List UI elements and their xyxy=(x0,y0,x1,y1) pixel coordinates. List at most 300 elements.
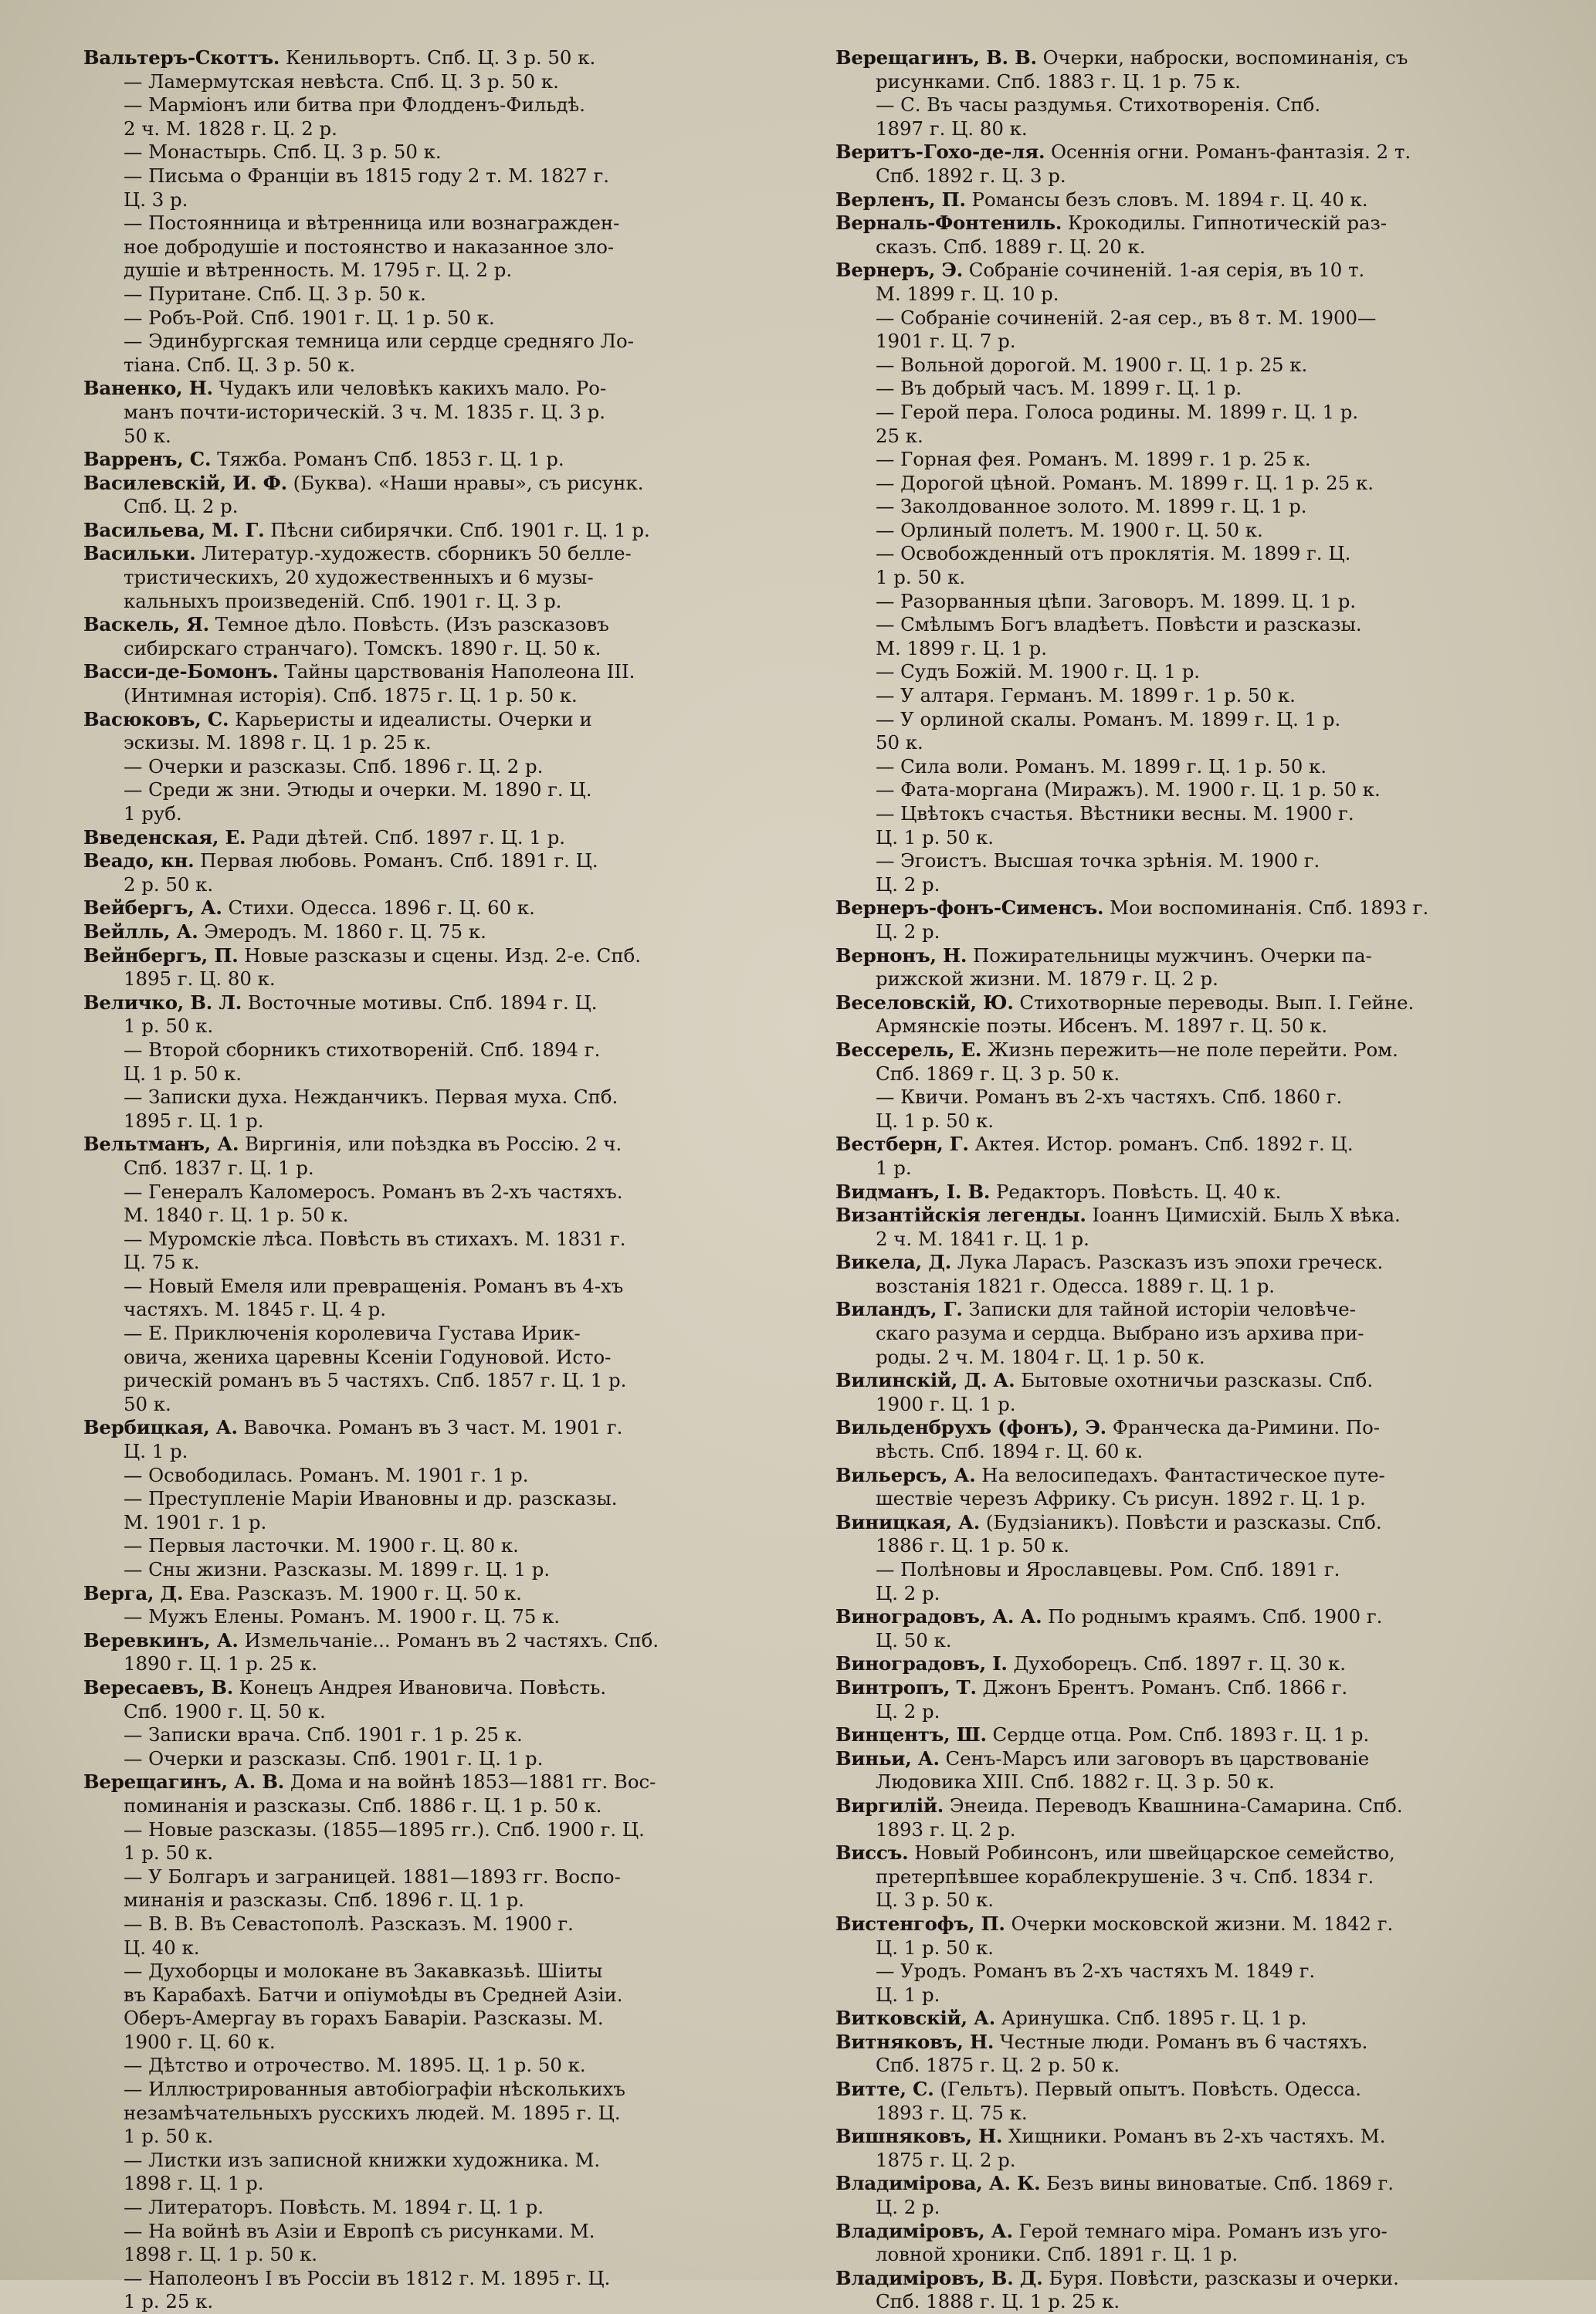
catalog-subentry xyxy=(835,660,1515,684)
author-name: Васкель, Я. xyxy=(83,613,209,636)
author-name: Витковскій, А. xyxy=(835,2007,996,2030)
catalog-entry xyxy=(83,1133,794,1180)
entry-text: сказъ. Спб. 1889 г. Ц. 20 к. xyxy=(876,235,1146,258)
entry-text: — Наполеонъ I въ Россіи въ 1812 г. М. 1895 г. Ц. xyxy=(124,2266,611,2289)
author-name: Веревкинъ, А. xyxy=(83,1628,239,1652)
entry-line xyxy=(83,2149,794,2173)
entry-line xyxy=(83,1204,794,1228)
catalog-subentry xyxy=(835,377,1515,401)
entry-text: 1895 г. Ц. 80 к. xyxy=(124,967,276,991)
entry-line xyxy=(835,70,1515,94)
entry-line xyxy=(835,1110,1515,1133)
entry-text: ное добродушіе и постоянство и наказанное зло- xyxy=(124,235,615,258)
author-name: Виноградовъ, І. xyxy=(835,1652,1008,1675)
entry-line xyxy=(83,1110,794,1133)
catalog-subentry xyxy=(835,519,1515,543)
entry-text: (Интимная исторія). Спб. 1875 г. Ц. 1 р. 50 к. xyxy=(124,684,578,707)
entry-text: скаго разума и сердца. Выбрано изъ архива при- xyxy=(876,1322,1364,1345)
entry-line xyxy=(835,212,1515,235)
entry-line xyxy=(83,2054,794,2078)
entry-line xyxy=(83,164,794,188)
entry-text: Духоборецъ. Спб. 1897 г. Ц. 30 к. xyxy=(1013,1652,1346,1675)
entry-text: — Разорванныя цѣпи. Заговоръ. М. 1899. Ц. 1 р. xyxy=(876,589,1357,612)
entry-line xyxy=(835,2125,1515,2149)
entry-line xyxy=(83,377,794,401)
entry-text: 50 к. xyxy=(124,424,171,447)
entry-text: Ц. 1 р. 50 к. xyxy=(876,1109,994,1132)
catalog-subentry xyxy=(83,1464,794,1488)
entry-line xyxy=(835,802,1515,826)
entry-line xyxy=(835,2267,1515,2291)
entry-line xyxy=(835,637,1515,661)
entry-text: — Заколдованное золото. М. 1899 г. Ц. 1 р. xyxy=(876,495,1307,518)
entry-line xyxy=(83,1133,794,1157)
entry-text: Ц. 2 р. xyxy=(876,1699,940,1723)
catalog-subentry xyxy=(83,164,794,212)
entry-text: Вавочка. Романъ въ 3 част. М. 1901 г. xyxy=(243,1416,623,1439)
author-name: Виландъ, Г. xyxy=(835,1298,963,1321)
entry-text: — Новые разсказы. (1855—1895 гг.). Спб. 1900 г. Ц. xyxy=(124,1818,645,1841)
entry-line xyxy=(83,2290,794,2314)
entry-line xyxy=(835,1558,1515,1582)
catalog-entry xyxy=(83,1629,794,1676)
entry-text: — Очерки и разсказы. Спб. 1896 г. Ц. 2 р. xyxy=(124,754,544,778)
entry-text: Пожирательницы мужчинъ. Очерки па- xyxy=(972,944,1372,967)
entry-line xyxy=(83,566,794,590)
entry-line xyxy=(835,377,1515,401)
catalog-subentry xyxy=(83,1723,794,1747)
entry-line xyxy=(835,425,1515,449)
entry-line xyxy=(835,1062,1515,1086)
catalog-entry xyxy=(835,1794,1515,1841)
entry-text: Спб. 1875 г. Ц. 2 р. 50 к. xyxy=(876,2054,1120,2077)
entry-line xyxy=(83,1346,794,1370)
catalog-subentry xyxy=(83,70,794,94)
entry-text: 1895 г. Ц. 1 р. xyxy=(124,1109,264,1132)
entry-line xyxy=(83,1794,794,1818)
author-name: Верещагинъ, В. В. xyxy=(835,46,1037,69)
author-name: Вессерель, Е. xyxy=(835,1038,982,1061)
entry-text: 1 р. xyxy=(876,1156,912,1179)
author-name: Викела, Д. xyxy=(835,1251,952,1274)
catalog-entry xyxy=(835,991,1515,1038)
entry-line xyxy=(835,826,1515,850)
entry-text: — На войнѣ въ Азіи и Европѣ съ рисунками. М. xyxy=(124,2219,595,2242)
entry-line xyxy=(83,991,794,1015)
catalog-subentry xyxy=(83,1228,794,1275)
catalog-subentry xyxy=(83,2054,794,2078)
entry-line xyxy=(835,283,1515,307)
author-name: Вельтманъ, А. xyxy=(83,1133,239,1156)
entry-text: Стихи. Одесса. 1896 г. Ц. 60 к. xyxy=(228,896,535,920)
author-name: Веадо, кн. xyxy=(83,849,195,872)
catalog-entry xyxy=(835,1605,1515,1652)
entry-line xyxy=(83,495,794,519)
entry-line xyxy=(83,1086,794,1110)
entry-text: Карьеристы и идеалисты. Очерки и xyxy=(235,707,592,730)
entry-line xyxy=(83,46,794,70)
entry-text: Ц. 2 р. xyxy=(876,872,940,896)
catalog-subentry xyxy=(835,354,1515,378)
author-name: Василевскій, И. Ф. xyxy=(83,471,287,494)
entry-line xyxy=(835,1015,1515,1038)
entry-line xyxy=(83,1889,794,1913)
catalog-entry xyxy=(83,826,794,850)
entry-text: роды. 2 ч. М. 1804 г. Ц. 1 р. 50 к. xyxy=(876,1345,1205,1368)
entry-line xyxy=(835,1676,1515,1700)
entry-text: овича, жениха царевны Ксеніи Годуновой. Исто- xyxy=(124,1345,612,1368)
entry-text: Спб. 1900 г. Ц. 50 к. xyxy=(124,1699,326,1723)
entry-line xyxy=(83,1936,794,1960)
catalog-subentry xyxy=(83,778,794,825)
entry-line xyxy=(835,46,1515,70)
entry-text: рисунками. Спб. 1883 г. Ц. 1 р. 75 к. xyxy=(876,69,1241,93)
author-name: Виньи, А. xyxy=(835,1747,940,1770)
catalog-subentry xyxy=(83,1322,794,1416)
entry-text: — Записки духа. Нежданчикъ. Первая муха. Спб. xyxy=(124,1086,618,1109)
entry-line xyxy=(835,1416,1515,1440)
entry-line xyxy=(83,684,794,708)
catalog-entry xyxy=(835,1652,1515,1676)
entry-text: М. 1899 г. Ц. 10 р. xyxy=(876,282,1059,305)
entry-text: въ Карабахѣ. Батчи и опіумоѣды въ Средней Азіи. xyxy=(124,1983,623,2006)
entry-text: — Смѣлымъ Богъ владѣетъ. Повѣсти и разсказы. xyxy=(876,613,1362,636)
catalog-subentry xyxy=(83,93,794,141)
entry-text: — Въ добрый часъ. М. 1899 г. Ц. 1 р. xyxy=(876,377,1242,400)
author-name: Вересаевъ, В. xyxy=(83,1675,234,1699)
author-name: Виргилій. xyxy=(835,1794,944,1817)
author-name: Васильки. xyxy=(83,542,196,565)
entry-text: Тяжба. Романъ Спб. 1853 г. Ц. 1 р. xyxy=(217,448,564,471)
entry-text: Хищники. Романъ въ 2-хъ частяхъ. М. xyxy=(1008,2125,1386,2148)
catalog-subentry xyxy=(835,613,1515,660)
entry-text: — Освобожденный отъ проклятія. М. 1899 г. Ц. xyxy=(876,542,1351,565)
catalog-subentry xyxy=(83,1913,794,1960)
catalog-entry xyxy=(83,920,794,944)
entry-text: 1 р. 50 к. xyxy=(124,1841,214,1865)
catalog-entry xyxy=(835,1723,1515,1747)
entry-text: душіе и вѣтренность. М. 1795 г. Ц. 2 р. xyxy=(124,259,513,282)
entry-line xyxy=(835,1723,1515,1747)
author-name: Верещагинъ, А. В. xyxy=(83,1770,285,1794)
catalog-subentry xyxy=(835,708,1515,755)
entry-line xyxy=(835,117,1515,141)
author-name: Витте, С. xyxy=(835,2078,934,2101)
entry-line xyxy=(83,637,794,661)
entry-line xyxy=(835,1984,1515,2007)
entry-line xyxy=(83,590,794,614)
entry-text: 1875 г. Ц. 2 р. xyxy=(876,2148,1016,2171)
entry-text: тіана. Спб. Ц. 3 р. 50 к. xyxy=(124,353,356,376)
entry-text: 1898 г. Ц. 1 р. 50 к. xyxy=(124,2243,318,2266)
entry-line xyxy=(83,1841,794,1865)
entry-line xyxy=(83,448,794,472)
author-name: Величко, В. Л. xyxy=(83,991,242,1014)
author-name: Витняковъ, Н. xyxy=(835,2030,995,2053)
entry-line xyxy=(83,755,794,779)
catalog-subentry xyxy=(835,93,1515,141)
entry-text: Литератур.-художеств. сборникъ 50 белле- xyxy=(202,542,632,565)
entry-text: Сердце отца. Ром. Спб. 1893 г. Ц. 1 р. xyxy=(992,1723,1370,1747)
entry-line xyxy=(83,1393,794,1417)
entry-text: — Квичи. Романъ въ 2-хъ частяхъ. Спб. 1860 г. xyxy=(876,1086,1343,1109)
entry-text: Кенильвортъ. Спб. Ц. 3 р. 50 к. xyxy=(285,46,596,69)
entry-text: — Эдинбургская темница или сердце средняго Ло- xyxy=(124,330,634,353)
entry-text: По роднымъ краямъ. Спб. 1900 г. xyxy=(1048,1605,1383,1628)
author-name: Вернеръ, Э. xyxy=(835,259,963,282)
entry-line xyxy=(83,826,794,850)
entry-line xyxy=(835,1747,1515,1771)
entry-text: — Сила воли. Романъ. М. 1899 г. Ц. 1 р. 50 к. xyxy=(876,754,1327,778)
entry-text: Актея. Истор. романъ. Спб. 1892 г. Ц. xyxy=(974,1133,1354,1156)
entry-line xyxy=(83,1157,794,1181)
catalog-entry xyxy=(835,896,1515,944)
entry-line xyxy=(835,1322,1515,1346)
entry-line xyxy=(835,2290,1515,2314)
entry-text: — Преступленіе Маріи Ивановны и др. разсказы. xyxy=(124,1487,618,1510)
catalog-entry xyxy=(83,660,794,707)
entry-line xyxy=(835,660,1515,684)
entry-text: (Гельтъ). Первый опытъ. Повѣсть. Одесса. xyxy=(940,2078,1361,2101)
entry-line xyxy=(83,212,794,235)
entry-line xyxy=(83,1251,794,1275)
entry-text: Осеннія огни. Романъ-фантазія. 2 т. xyxy=(1051,141,1411,164)
entry-text: — Ламермутская невѣста. Спб. Ц. 3 р. 50 к. xyxy=(124,69,559,93)
entry-line xyxy=(83,2267,794,2291)
catalog-entry xyxy=(835,1298,1515,1369)
entry-text: М. 1901 г. 1 р. xyxy=(124,1510,267,1533)
entry-line xyxy=(83,70,794,94)
entry-line xyxy=(835,330,1515,354)
entry-line xyxy=(83,2102,794,2126)
entry-text: Собраніе сочиненій. 1-ая серія, въ 10 т. xyxy=(968,259,1365,282)
catalog-entry xyxy=(83,613,794,660)
catalog-entry xyxy=(83,708,794,755)
author-name: Вернеръ-фонъ-Сименсъ. xyxy=(835,896,1104,920)
entry-line xyxy=(83,1275,794,1299)
entry-text: Спб. 1888 г. Ц. 1 р. 25 к. xyxy=(876,2290,1120,2313)
catalog-subentry xyxy=(83,283,794,307)
entry-text: Ц. 2 р. xyxy=(876,920,940,943)
author-name: Вейлль, А. xyxy=(83,920,198,943)
entry-text: На велосипедахъ. Фантастическое путе- xyxy=(981,1463,1385,1486)
catalog-subentry xyxy=(835,1558,1515,1605)
entry-text: Дома и на войнѣ 1853—1881 гг. Вос- xyxy=(290,1770,656,1794)
entry-text: Восточные мотивы. Спб. 1894 г. Ц. xyxy=(247,991,598,1014)
entry-line xyxy=(83,896,794,920)
entry-line xyxy=(835,896,1515,920)
catalog-subentry xyxy=(83,330,794,377)
entry-text: — Дорогой цѣной. Романъ. М. 1899 г. Ц. 1 р. 25 к. xyxy=(876,471,1374,494)
author-name: Вейнбергъ, П. xyxy=(83,944,239,967)
entry-line xyxy=(835,472,1515,496)
right-column xyxy=(835,46,1515,2314)
catalog-subentry xyxy=(83,1275,794,1322)
entry-line xyxy=(83,1558,794,1582)
entry-text: 1 р. 50 к. xyxy=(124,2125,214,2148)
entry-text: М. 1840 г. Ц. 1 р. 50 к. xyxy=(124,1204,349,1227)
entry-text: Бытовые охотничьи разсказы. Спб. xyxy=(1021,1369,1374,1392)
catalog-subentry xyxy=(83,755,794,779)
entry-line xyxy=(835,542,1515,566)
entry-line xyxy=(835,944,1515,968)
entry-text: — Монастырь. Спб. Ц. 3 р. 50 к. xyxy=(124,141,442,164)
entry-line xyxy=(83,873,794,897)
author-name: Владиміровъ, А. xyxy=(835,2219,1013,2242)
author-name: Ваненко, Н. xyxy=(83,377,213,400)
entry-line xyxy=(835,849,1515,873)
catalog-entry xyxy=(83,896,794,920)
entry-text: сибирскаго странчаго). Томскъ. 1890 г. Ц. 50 к. xyxy=(124,636,601,659)
entry-text: Ц. 1 р. xyxy=(876,1983,940,2006)
entry-line xyxy=(83,1960,794,1984)
entry-text: Ц. 1 р. 50 к. xyxy=(876,825,994,849)
catalog-entry xyxy=(835,1369,1515,1416)
catalog-entry xyxy=(835,2078,1515,2125)
author-name: Васси-де-Бомонъ. xyxy=(83,660,279,683)
entry-text: Ц. 1 р. 50 к. xyxy=(124,1062,242,1085)
entry-text: Спб. 1869 г. Ц. 3 р. 50 к. xyxy=(876,1062,1120,1085)
catalog-subentry xyxy=(83,2220,794,2267)
entry-text: 2 ч. М. 1828 г. Ц. 2 р. xyxy=(124,117,337,140)
catalog-entry xyxy=(83,1676,794,1723)
catalog-subentry xyxy=(835,684,1515,708)
entry-line xyxy=(835,1275,1515,1299)
catalog-entry xyxy=(835,141,1515,188)
author-name: Верга, Д. xyxy=(83,1581,184,1604)
entry-line xyxy=(835,1369,1515,1393)
entry-text: Оберъ-Амергау въ горахъ Баваріи. Разсказы. М. xyxy=(124,2007,604,2030)
entry-line xyxy=(835,2031,1515,2055)
entry-text: Спб. 1837 г. Ц. 1 р. xyxy=(124,1156,314,1179)
catalog-subentry xyxy=(83,2149,794,2196)
entry-text: — С. Въ часы раздумья. Стихотворенія. Спб. xyxy=(876,93,1321,117)
entry-line xyxy=(835,1157,1515,1181)
entry-line xyxy=(83,778,794,802)
entry-text: Аринушка. Спб. 1895 г. Ц. 1 р. xyxy=(1001,2007,1307,2030)
catalog-subentry xyxy=(835,849,1515,896)
entry-text: — Полѣновы и Ярославцевы. Ром. Спб. 1891 г. xyxy=(876,1558,1340,1580)
entry-line xyxy=(835,1818,1515,1842)
entry-line xyxy=(83,849,794,873)
catalog-entry xyxy=(835,2125,1515,2172)
entry-line xyxy=(835,613,1515,637)
entry-line xyxy=(835,1936,1515,1960)
entry-line xyxy=(835,1038,1515,1062)
entry-line xyxy=(835,566,1515,590)
entry-text: Жизнь пережить—не поле перейти. Ром. xyxy=(987,1038,1398,1061)
entry-line xyxy=(835,755,1515,779)
entry-text: тристическихъ, 20 художественныхъ и 6 музы- xyxy=(124,566,594,589)
entry-line xyxy=(835,1960,1515,1984)
catalog-subentry xyxy=(83,1534,794,1558)
entry-text: — Собраніе сочиненій. 2-ая сер., въ 8 т. М. 1900— xyxy=(876,306,1377,329)
entry-line xyxy=(835,259,1515,283)
entry-line xyxy=(83,542,794,566)
catalog-subentry xyxy=(835,1086,1515,1133)
entry-line xyxy=(83,519,794,543)
entry-text: — Литераторъ. Повѣсть. М. 1894 г. Ц. 1 р. xyxy=(124,2196,544,2219)
entry-line xyxy=(83,235,794,259)
entry-text: вѣсть. Спб. 1894 г. Ц. 60 к. xyxy=(876,1440,1144,1463)
entry-text: Мои воспоминанія. Спб. 1893 г. xyxy=(1110,896,1429,920)
entry-line xyxy=(83,1015,794,1038)
catalog-subentry xyxy=(83,307,794,330)
entry-line xyxy=(835,235,1515,259)
entry-text: — Эгоистъ. Высшая точка зрѣнія. М. 1900 г. xyxy=(876,849,1320,872)
author-name: Верленъ, П. xyxy=(835,188,966,211)
entry-text: Ц. 50 к. xyxy=(876,1628,952,1652)
entry-text: — Второй сборникъ стихотвореній. Спб. 1894 г. xyxy=(124,1038,601,1061)
entry-text: частяхъ. М. 1845 г. Ц. 4 р. xyxy=(124,1298,386,1321)
entry-line xyxy=(83,731,794,755)
entry-line xyxy=(83,1511,794,1535)
entry-line xyxy=(835,684,1515,708)
entry-line xyxy=(835,1487,1515,1511)
catalog-subentry xyxy=(835,472,1515,496)
entry-text: 1898 г. Ц. 1 р. xyxy=(124,2172,264,2195)
catalog-entry xyxy=(835,1913,1515,1960)
entry-line xyxy=(835,1534,1515,1558)
entry-text: Чудакъ или человѣкъ какихъ мало. Ро- xyxy=(219,377,607,400)
catalog-entry xyxy=(835,1181,1515,1204)
entry-line xyxy=(835,731,1515,755)
entry-text: Ева. Разсказъ. М. 1900 г. Ц. 50 к. xyxy=(189,1581,522,1604)
entry-text: — Очерки и разсказы. Спб. 1901 г. Ц. 1 р. xyxy=(124,1747,544,1770)
entry-line xyxy=(83,1605,794,1629)
entry-line xyxy=(835,1700,1515,1724)
author-name: Введенская, Е. xyxy=(83,825,246,849)
entry-text: Очерки, наброски, воспоминанія, съ xyxy=(1042,46,1408,69)
entry-line xyxy=(835,1204,1515,1228)
entry-line xyxy=(83,1369,794,1393)
entry-line xyxy=(83,2243,794,2267)
entry-text: — Среди ж зни. Этюды и очерки. М. 1890 г. Ц. xyxy=(124,778,592,801)
entry-text: шествіе черезъ Африку. Съ рисун. 1892 г. Ц. 1 р. xyxy=(876,1487,1366,1510)
entry-text: Ц. 2 р. xyxy=(876,2196,940,2219)
entry-text: Спб. Ц. 2 р. xyxy=(124,495,239,518)
entry-text: Ц. 3 р. xyxy=(124,188,188,211)
catalog-entry xyxy=(835,2267,1515,2314)
catalog-subentry xyxy=(835,1960,1515,2007)
entry-line xyxy=(835,519,1515,543)
catalog-subentry xyxy=(835,307,1515,354)
entry-text: — Вольной дорогой. М. 1900 г. Ц. 1 р. 25 к. xyxy=(876,353,1308,376)
entry-text: М. 1899 г. Ц. 1 р. xyxy=(876,636,1048,659)
entry-line xyxy=(835,448,1515,472)
entry-line xyxy=(83,283,794,307)
catalog-subentry xyxy=(835,755,1515,779)
entry-text: Герой темнаго міра. Романъ изъ уго- xyxy=(1018,2219,1388,2242)
entry-line xyxy=(835,873,1515,897)
entry-text: Джонъ Брентъ. Романъ. Спб. 1866 г. xyxy=(982,1675,1348,1699)
entry-line xyxy=(835,2078,1515,2102)
entry-line xyxy=(83,2007,794,2031)
catalog-subentry xyxy=(83,1086,794,1133)
catalog-entry xyxy=(835,944,1515,991)
entry-text: Іоаннъ Цимисхій. Быль X вѣка. xyxy=(1092,1204,1401,1227)
entry-line xyxy=(83,1062,794,1086)
catalog-entry xyxy=(83,1770,794,1818)
author-name: Васильева, М. Г. xyxy=(83,518,265,541)
catalog-entry xyxy=(835,1841,1515,1913)
entry-text: — Судъ Божій. М. 1900 г. Ц. 1 р. xyxy=(876,660,1201,683)
entry-text: Спб. 1892 г. Ц. 3 р. xyxy=(876,164,1066,187)
entry-line xyxy=(83,1984,794,2007)
entry-line xyxy=(835,1629,1515,1653)
entry-line xyxy=(835,1865,1515,1889)
entry-line xyxy=(83,1723,794,1747)
